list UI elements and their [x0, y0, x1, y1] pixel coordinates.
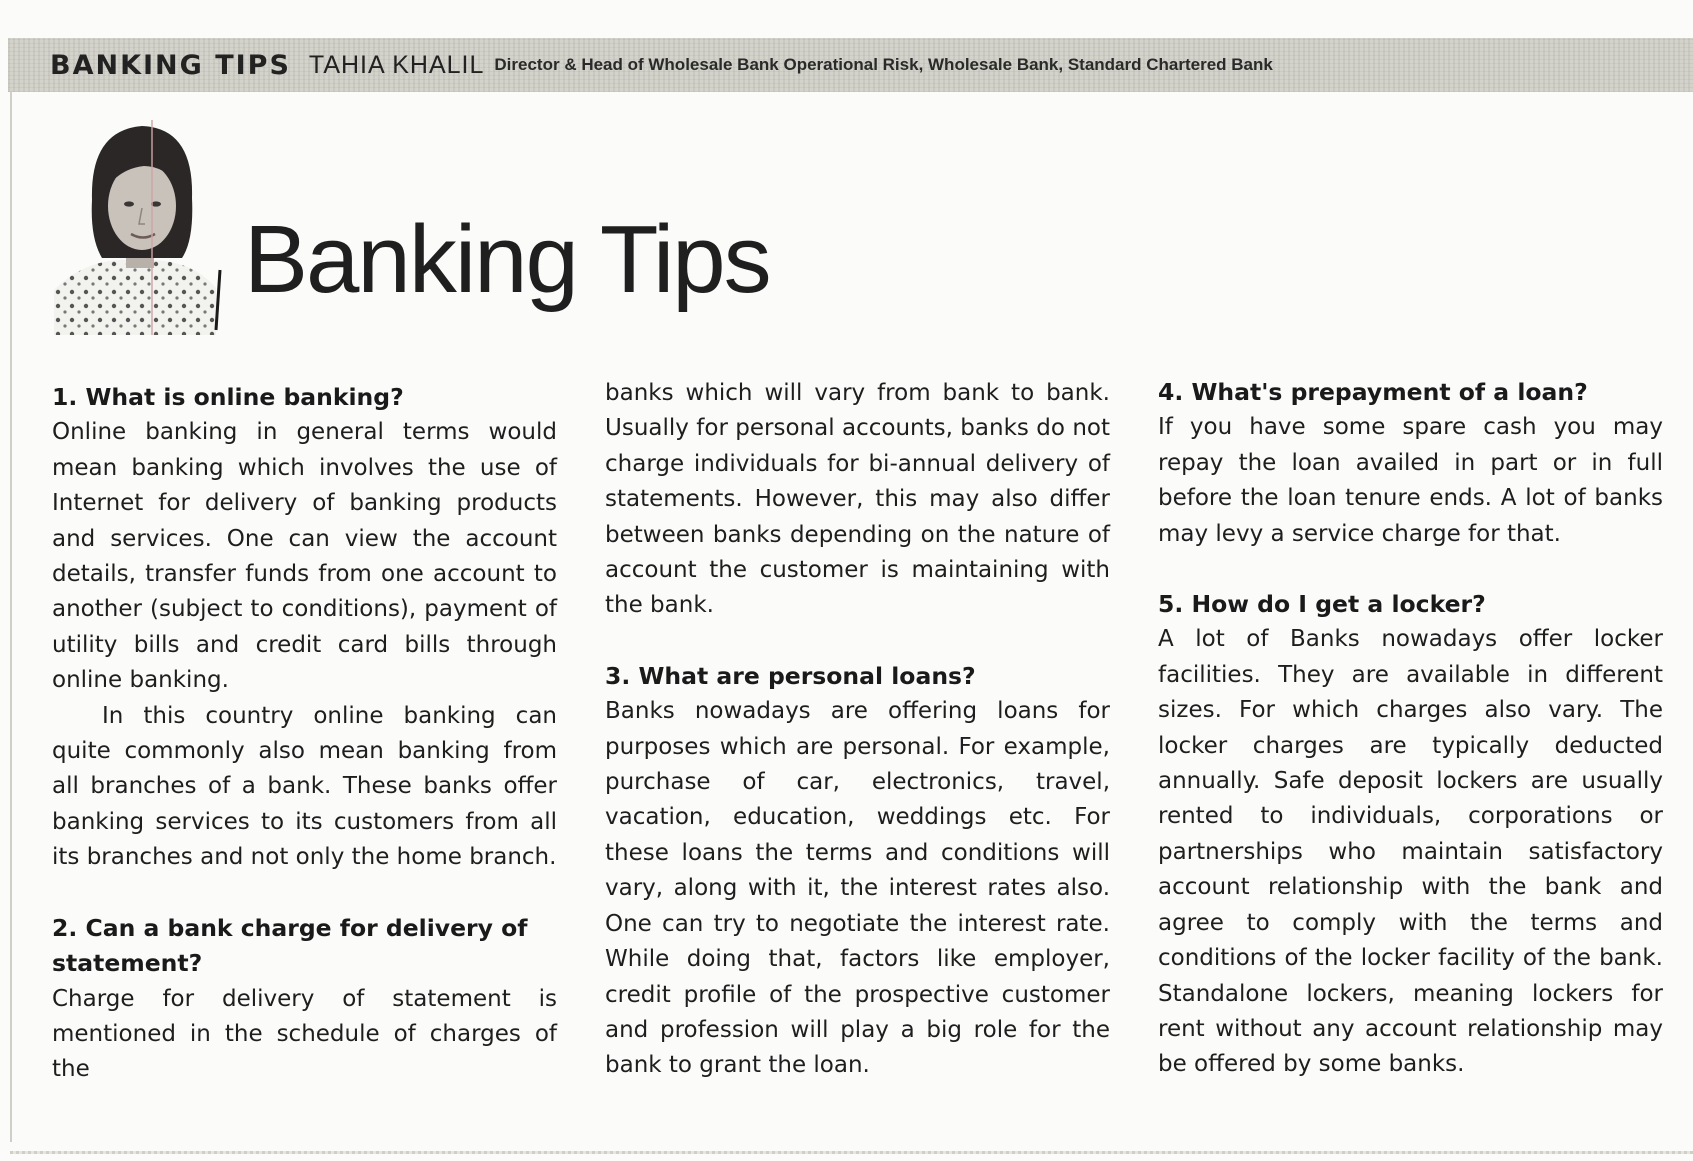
answer-paragraph: In this country online banking can quite commonly also mean banking from all branches of a bank. These banks offer banking services to its customers from all its branches and not only the home branch.: [52, 702, 557, 871]
question-heading: 5. How do I get a locker?: [1158, 590, 1486, 619]
bottom-border-rule: [10, 1151, 1693, 1154]
answer-paragraph: Online banking in general terms would mean banking which involves the use of Internet for delivery of banking products and services. One can view the account details, transfer funds from one account to another (subject to conditions), payment of utility bills and credit card bills through online banking.: [52, 419, 557, 694]
left-border-rule: [10, 92, 12, 1142]
answer-paragraph: A lot of Banks nowadays offer locker facilities. They are available in different sizes. For which charges also vary. The locker charges are typically deducted annually. Safe deposit lockers are usually rented to individuals, corporations or partnerships who maintain satisfactory account relationship with the bank and agree to comply with the terms and conditions of the locker facility of the bank. Standalone lockers, meaning lockers for rent without any account relationship may be offered by some banks.: [1158, 626, 1663, 1078]
question-heading: 3. What are personal loans?: [605, 661, 976, 690]
question-heading: 1. What is online banking?: [52, 383, 404, 411]
article-column-2: [605, 376, 1110, 1084]
article-title: Banking Tips: [244, 206, 770, 313]
section-tag: BANKING TIPS: [50, 49, 291, 81]
answer-paragraph: Banks nowadays are offering loans for purposes which are personal. For example, purchase of car, electronics, travel, vacation, education, weddings etc. For these loans the terms and conditions will vary, along with it, the interest rates also. One can try to negotiate the interest rate. While doing that, factors like employer, credit profile of the prospective customer and profession will play a big role for the bank to grant the loan.: [605, 698, 1110, 1079]
question-heading: 4. What's prepayment of a loan?: [1158, 378, 1588, 406]
question-heading: 2. Can a bank charge for delivery of statement?: [52, 913, 528, 978]
author-name: TAHIA KHALIL: [308, 50, 485, 79]
column-header-bar: [8, 38, 1693, 92]
answer-paragraph: Charge for delivery of statement is mentioned in the schedule of charges of the: [52, 985, 557, 1083]
answer-paragraph: If you have some spare cash you may repay the loan availed in part or in full before the loan tenure ends. A lot of banks may levy a service charge for that.: [1158, 414, 1663, 547]
continued-paragraph: banks which will vary from bank to bank. Usually for personal accounts, banks do not charge individuals for bi-annual delivery of statements. However, this may also differ between banks depending on the nature of account the customer is maintaining with the bank.: [605, 380, 1110, 619]
author-portrait-photo: [54, 120, 224, 335]
author-role: Director & Head of Wholesale Bank Operational Risk, Wholesale Bank, Standard Chartered Bank: [494, 55, 1273, 74]
article-column-3: [1158, 375, 1663, 1083]
article-column-1: [52, 380, 557, 1088]
